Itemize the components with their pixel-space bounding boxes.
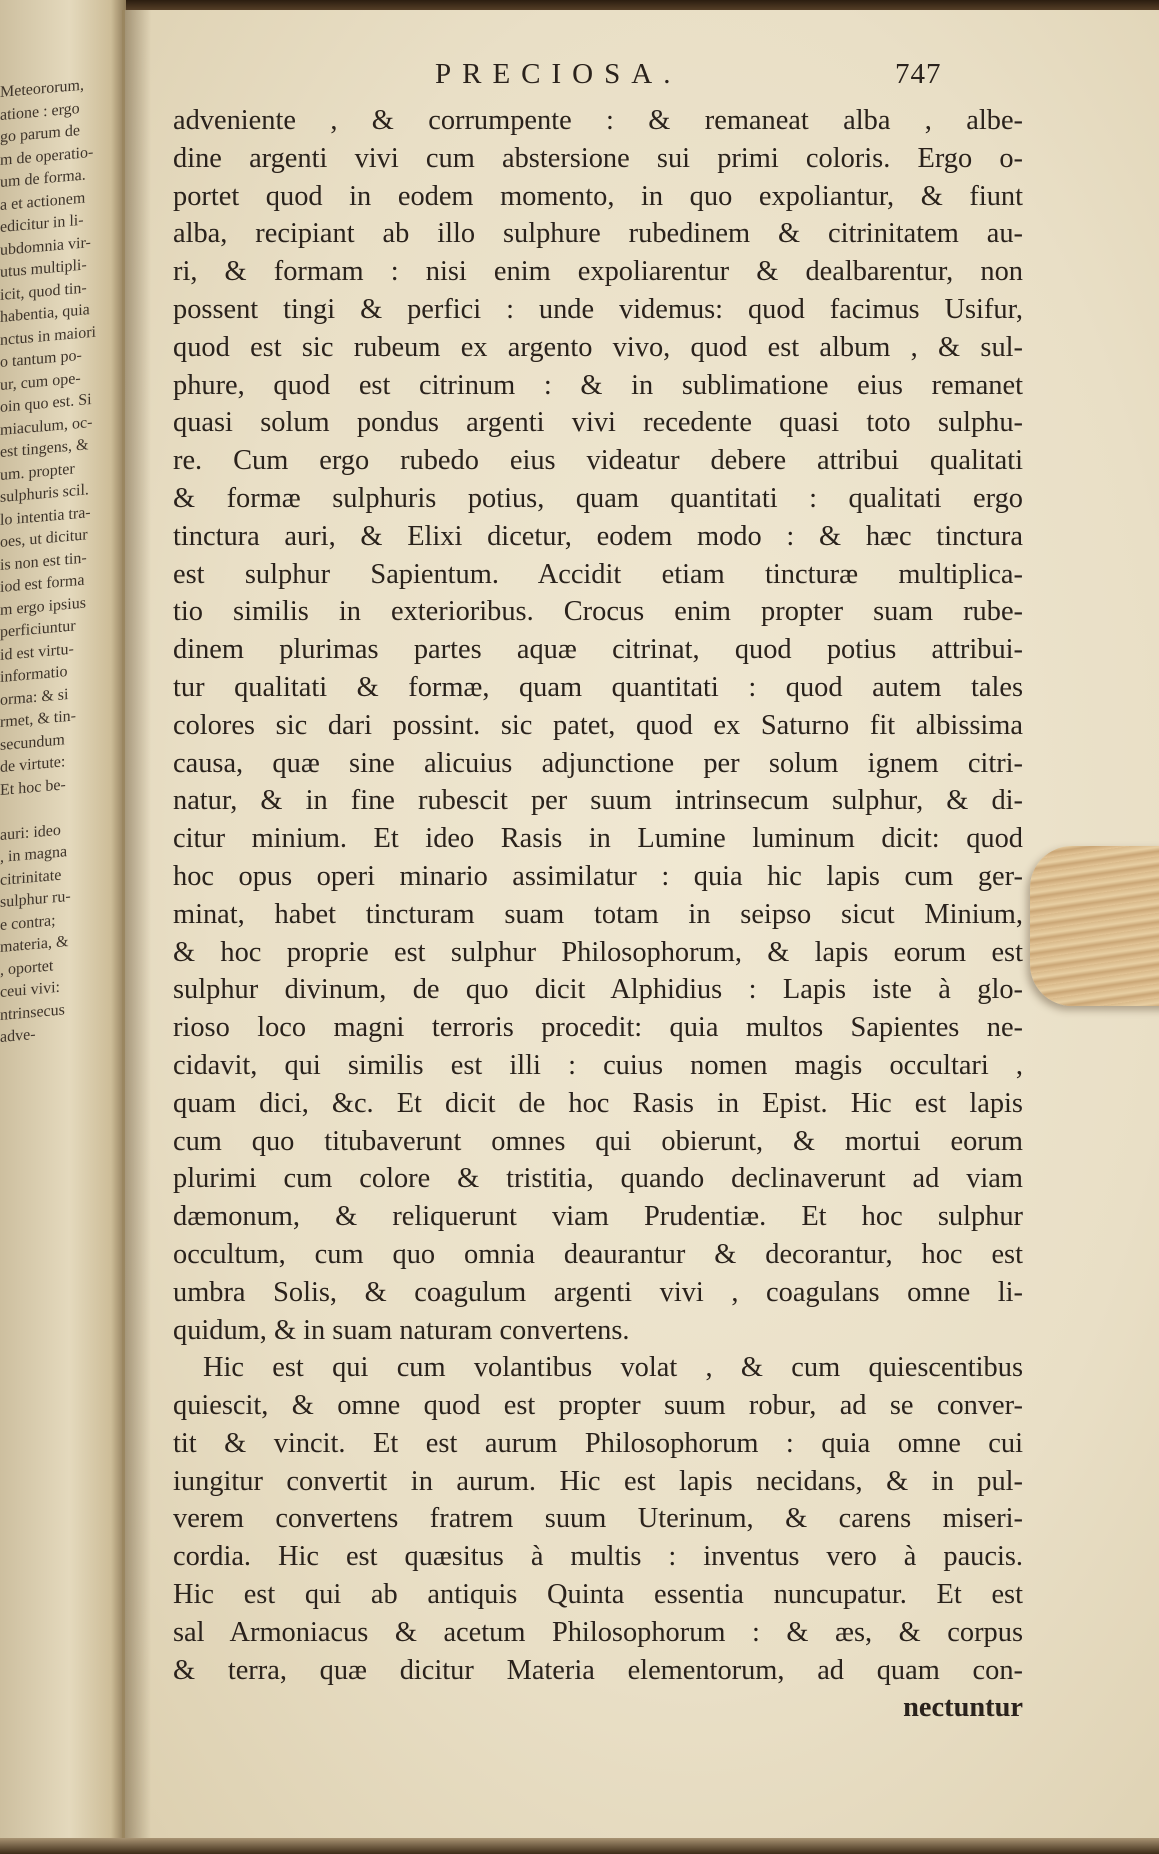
text-line: alba, recipiant ab illo sulphure rubedinem & citrinitatem au-: [173, 218, 1023, 250]
text-line: causa, quæ sine alicuius adjunctione per solum ignem citri-: [173, 747, 1023, 779]
left-margin-line: utus multipli-: [0, 256, 87, 281]
text-line: & hoc proprie est sulphur Philosophorum, & lapis eorum est: [173, 936, 1023, 968]
text-line: possent tingi & perfici : unde videmus: quod facimus Usifur,: [173, 293, 1023, 325]
left-margin-line: m ergo ipsius: [0, 593, 86, 619]
left-margin-line: adve-: [0, 1025, 36, 1046]
text-line: phure, quod est citrinum : & in sublimatione eius remanet: [173, 369, 1023, 401]
text-line: Hic est qui ab antiquis Quinta essentia nuncupatur. Et est: [173, 1579, 1023, 1611]
left-margin-line: oes, ut dicitur: [0, 526, 88, 551]
left-margin-line: edicitur in li-: [0, 211, 84, 236]
left-margin-line: o tantum po-: [0, 346, 82, 371]
left-margin-line: ur, cum ope-: [0, 369, 81, 394]
left-margin-line: ubdomnia vir-: [0, 233, 91, 259]
left-margin-line: um. propter: [0, 459, 75, 484]
text-line: tio similis in exterioribus. Crocus enim propter suam rube-: [173, 596, 1023, 628]
left-margin-line: perficiuntur: [0, 617, 76, 641]
page-number: 747: [895, 58, 942, 90]
left-page-edge: [0, 0, 126, 1854]
left-margin-line: icit, quod tin-: [0, 278, 87, 304]
right-page: [122, 10, 1159, 1842]
text-line: quod est sic rubeum ex argento vivo, quod est album , & sul-: [173, 331, 1023, 363]
left-margin-line: est tingens, &: [0, 436, 89, 461]
text-line: rioso loco magni terroris procedit: quia multos Sapientes ne-: [173, 1012, 1023, 1044]
left-margin-line: sulphur ru-: [0, 887, 71, 911]
running-title: PRECIOSA.: [435, 58, 682, 90]
left-margin-line: rmet, & tin-: [0, 707, 76, 731]
text-line: tit & vincit. Et est aurum Philosophorum : quia omne cui: [173, 1427, 1023, 1459]
text-line: citur minium. Et ideo Rasis in Lumine luminum dicit: quod: [173, 823, 1023, 855]
left-margin-line: ceui vivi:: [0, 978, 60, 1001]
left-margin-line: de virtute:: [0, 753, 66, 776]
text-line: quiescit, & omne quod est propter suum robur, ad se conver-: [173, 1390, 1023, 1422]
left-margin-line: orma: & si: [0, 685, 69, 709]
left-margin-line: Meteororum,: [0, 76, 84, 101]
left-margin-text: [0, 71, 126, 1050]
text-line: Hic est qui cum volantibus volat , & cum quiescentibus: [203, 1352, 1023, 1384]
left-margin-line: um de forma.: [0, 166, 86, 191]
left-margin-line: a et actionem: [0, 189, 86, 214]
left-margin-line: nctus in maiori: [0, 323, 96, 349]
text-line: natur, & in fine rubescit per suum intrinsecum sulphur, & di-: [173, 785, 1023, 817]
text-line: est sulphur Sapientum. Accidit etiam tincturæ multiplica-: [173, 558, 1023, 590]
text-line: quam dici, &c. Et dicit de hoc Rasis in Epist. Hic est lapis: [173, 1087, 1023, 1119]
left-margin-line: materia, &: [0, 933, 69, 956]
text-line: occultum, cum quo omnia deaurantur & decorantur, hoc est: [173, 1238, 1023, 1270]
text-line: colores sic dari possint. sic patet, quod ex Saturno fit albissima: [173, 709, 1023, 741]
text-line: hoc opus operi minario assimilatur : quia hic lapis cum ger-: [173, 860, 1023, 892]
text-line: quasi solum pondus argenti vivi recedente quasi toto sulphu-: [173, 407, 1023, 439]
left-margin-line: is non est tin-: [0, 548, 87, 574]
left-margin-line: , oportet: [0, 956, 54, 979]
text-line: minat, habet tincturam suam totam in seipso sicut Minium,: [173, 898, 1023, 930]
text-line: umbra Solis, & coagulum argenti vivi , coagulans omne li-: [173, 1276, 1023, 1308]
text-line: dinem plurimas partes aquæ citrinat, quod potius attribui-: [173, 634, 1023, 666]
left-margin-line: iod est forma: [0, 571, 85, 596]
text-line: ri, & formam : nisi enim expoliarentur & dealbarentur, non: [173, 256, 1023, 288]
text-line: portet quod in eodem momento, in quo expoliantur, & fiunt: [173, 180, 1023, 212]
text-line: sal Armoniacus & acetum Philosophorum : & æs, & corpus: [173, 1616, 1023, 1648]
page-header: [125, 58, 1159, 98]
left-margin-line: auri: ideo: [0, 821, 61, 844]
catchword: nectuntur: [903, 1692, 1023, 1724]
wooden-page-holder: [1030, 846, 1159, 1006]
text-line: re. Cum ergo rubedo eius videatur debere attribui qualitati: [173, 445, 1023, 477]
left-margin-line: go parum de: [0, 122, 80, 146]
text-line: dine argenti vivi cum abstersione sui primi coloris. Ergo o-: [173, 142, 1023, 174]
text-line: tur qualitati & formæ, quam quantitati : quod autem tales: [173, 671, 1023, 703]
text-line: sulphur divinum, de quo dicit Alphidius : Lapis iste à glo-: [173, 974, 1023, 1006]
text-line: plurimi cum colore & tristitia, quando declinaverunt ad viam: [173, 1163, 1023, 1195]
left-margin-line: sulphuris scil.: [0, 481, 89, 506]
left-margin-line: ntrinsecus: [0, 1000, 65, 1024]
page-gutter: [125, 10, 151, 1842]
body-text: [173, 102, 1023, 1727]
text-line: & terra, quæ dicitur Materia elementorum, ad quam con-: [173, 1654, 1023, 1686]
text-line: adveniente , & corrumpente : & remaneat alba , albe-: [173, 105, 1023, 136]
left-margin-line: oin quo est. Si: [0, 390, 92, 416]
left-margin-line: atione : ergo: [0, 99, 80, 124]
left-margin-line: citrinitate: [0, 866, 62, 889]
text-line: dæmonum, & reliquerunt viam Prudentiæ. Et hoc sulphur: [173, 1201, 1023, 1233]
text-line: iungitur convertit in aurum. Hic est lapis necidans, & in pul-: [173, 1465, 1023, 1497]
left-margin-line: , in magna: [0, 843, 68, 866]
bottom-page-edge: [0, 1838, 1159, 1854]
text-line: cidavit, qui similis est illi : cuius nomen magis occultari ,: [173, 1049, 1023, 1081]
left-margin-line: id est virtu-: [0, 640, 74, 664]
text-line: cum quo titubaverunt omnes qui obierunt, & mortui eorum: [173, 1125, 1023, 1157]
left-margin-line: e contra;: [0, 911, 56, 934]
text-line: quidum, & in suam naturam convertens.: [173, 1314, 630, 1346]
left-margin-line: informatio: [0, 663, 68, 686]
text-line: & formæ sulphuris potius, quam quantitati : qualitati ergo: [173, 482, 1023, 514]
left-margin-line: habentia, quia: [0, 301, 90, 326]
text-line: tinctura auri, & Elixi dicetur, eodem modo : & hæc tinctura: [173, 520, 1023, 552]
left-margin-line: m de operatio-: [0, 143, 94, 169]
left-margin-line: miaculum, oc-: [0, 413, 93, 439]
text-line: verem convertens fratrem suum Uterinum, & carens miseri-: [173, 1503, 1023, 1535]
text-line: cordia. Hic est quæsitus à multis : inventus vero à paucis.: [173, 1541, 1023, 1573]
left-margin-line: lo intentia tra-: [0, 503, 91, 529]
left-margin-line: Et hoc be-: [0, 775, 66, 799]
left-margin-line: secundum: [0, 730, 65, 754]
